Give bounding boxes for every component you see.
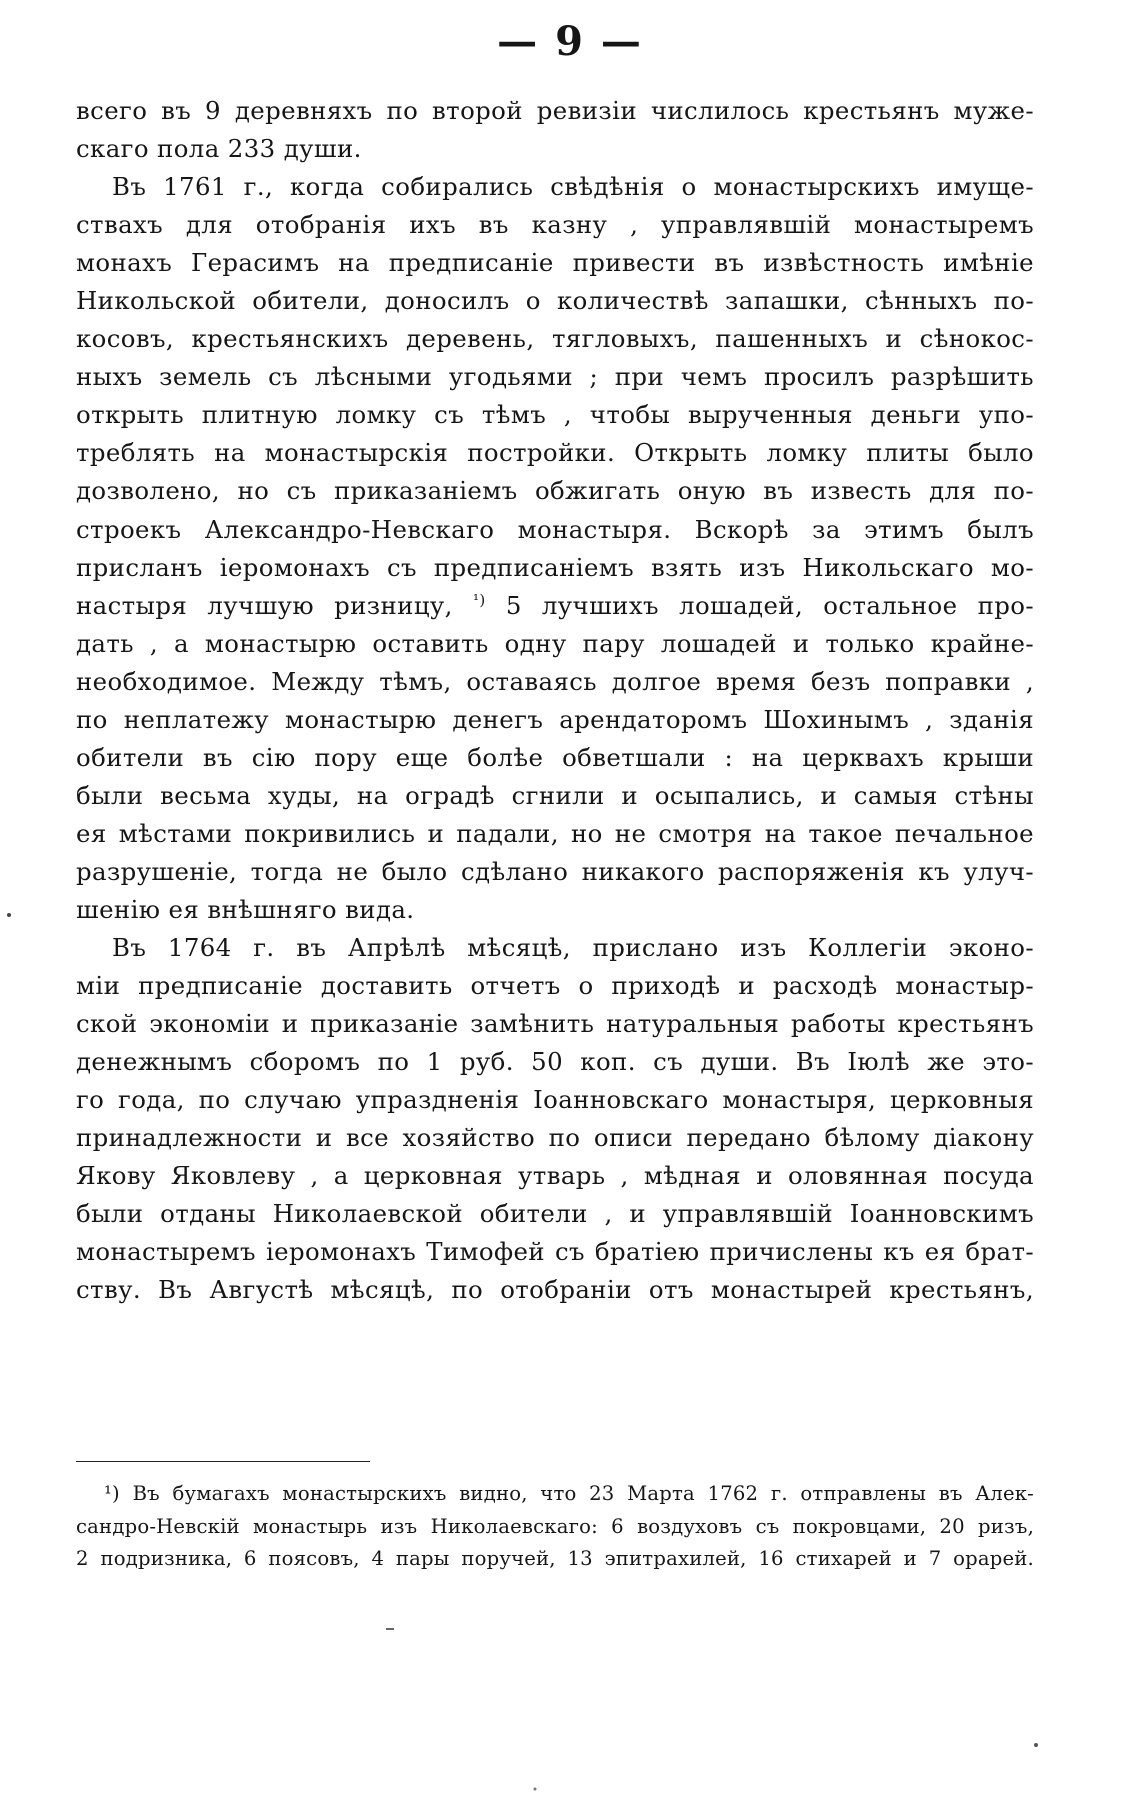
text-line: всего въ 9 деревняхъ по второй ревизіи числилось крестьянъ муже-	[76, 96, 1034, 125]
text-line: шенію ея внѣшняго вида.	[76, 894, 415, 924]
text-line: по неплатежу монастырю денегъ арендаторомъ Шохинымъ , зданія	[76, 704, 1034, 734]
text-line: были весьма худы, на оградѣ сгнили и осыпались, и самыя стѣны	[76, 780, 1034, 810]
footnote-line: сандро-Невскій монастырь изъ Николаевскаго: 6 воздуховъ съ покровцами, 20 ризъ,	[76, 1514, 1034, 1538]
text-line: ству. Въ Августѣ мѣсяцѣ, по отобраніи отъ монастырей крестьянъ,	[76, 1275, 1034, 1305]
text-line: Въ 1764 г. въ Апрѣлѣ мѣсяцѣ, прислано изъ Коллегіи эконо-	[112, 933, 1034, 963]
text-line: строекъ Александро-Невскаго монастыря. Вскорѣ за этимъ былъ	[76, 514, 1034, 544]
page-number: — 9 —	[497, 18, 643, 65]
text-line: треблять на монастырскія постройки. Открыть ломку плиты было	[76, 438, 1034, 468]
text-line: го года, по случаю упраздненія Іоанновскаго монастыря, церковныя	[76, 1085, 1034, 1115]
text-segment: 5 лучшихъ лошадей, остальное про-	[505, 590, 1034, 620]
speck	[386, 1628, 394, 1630]
text-segment: настыря лучшую ризницу,	[76, 590, 453, 620]
text-line: были отданы Николаевской обители , и управлявшій Іоанновскимъ	[76, 1199, 1034, 1229]
main-text	[76, 92, 1034, 1310]
text-line-with-footnote-ref	[76, 587, 1034, 625]
speck	[1034, 1743, 1038, 1747]
text-line: ской экономіи и приказаніе замѣнить натуральныя работы крестьянъ	[76, 1009, 1034, 1039]
text-line: открыть плитную ломку съ тѣмъ , чтобы вырученныя деньги упо-	[76, 400, 1034, 430]
text-line: ныхъ земель съ лѣсными угодьями ; при чемъ просилъ разрѣшить	[76, 362, 1034, 392]
text-line: разрушеніе, тогда не было сдѣлано никакого распоряженія къ улуч-	[76, 856, 1034, 886]
text-line: монахъ Герасимъ на предписаніе привести въ извѣстность имѣніе	[76, 248, 1034, 278]
text-line: ея мѣстами покривились и падали, но не смотря на такое печальное	[76, 818, 1034, 848]
text-line: косовъ, крестьянскихъ деревень, тягловыхъ, пашенныхъ и сѣнокос-	[76, 324, 1034, 354]
text-line: обители въ сію пору еще болѣе обветшали : на церквахъ крыши	[76, 742, 1034, 772]
text-line: принадлежности и все хозяйство по описи передано бѣлому діакону	[76, 1123, 1034, 1153]
text-line: Въ 1761 г., когда собирались свѣдѣнія о монастырскихъ имуще-	[112, 172, 1034, 202]
footnote-line	[76, 1478, 1034, 1511]
text-line: дать , а монастырю оставить одну пару лошадей и только крайне-	[76, 628, 1034, 658]
footnotes	[76, 1478, 1034, 1576]
text-line: необходимое. Между тѣмъ, оставаясь долгое время безъ поправки ,	[76, 666, 1034, 696]
text-line: монастыремъ іеромонахъ Тимофей съ братіею причислены къ ея брат-	[76, 1237, 1034, 1267]
text-line: присланъ іеромонахъ съ предписаніемъ взять изъ Никольскаго мо-	[76, 552, 1034, 582]
text-line: Якову Яковлеву , а церковная утварь , мѣдная и оловянная посуда	[76, 1161, 1034, 1191]
text-line: міи предписаніе доставить отчетъ о приходѣ и расходѣ монастыр-	[76, 971, 1034, 1001]
speck	[7, 913, 11, 917]
footnote-reference: ¹)	[472, 590, 486, 609]
text-line: дозволено, но съ приказаніемъ обжигать оную въ известь для по-	[76, 476, 1034, 506]
text-line: ствахъ для отобранія ихъ въ казну , управлявшій монастыремъ	[76, 210, 1034, 240]
footnote-marker: ¹)	[104, 1482, 120, 1505]
text-line: скаго пола 233 души.	[76, 134, 362, 164]
text-segment: Въ бумагахъ монастырскихъ видно, что 23 Марта 1762 г. отправлены въ Алек-	[132, 1482, 1034, 1505]
footnote-line: 2 подризника, 6 поясовъ, 4 пары поручей, 13 эпитрахилей, 16 стихарей и 7 орарей.	[76, 1547, 1034, 1570]
text-line: денежнымъ сборомъ по 1 руб. 50 коп. съ души. Въ Іюлѣ же это-	[76, 1047, 1034, 1077]
speck	[534, 1788, 537, 1791]
text-line: Никольской обители, доносилъ о количествѣ запашки, сѣнныхъ по-	[76, 286, 1034, 316]
footnote-divider	[76, 1461, 370, 1462]
